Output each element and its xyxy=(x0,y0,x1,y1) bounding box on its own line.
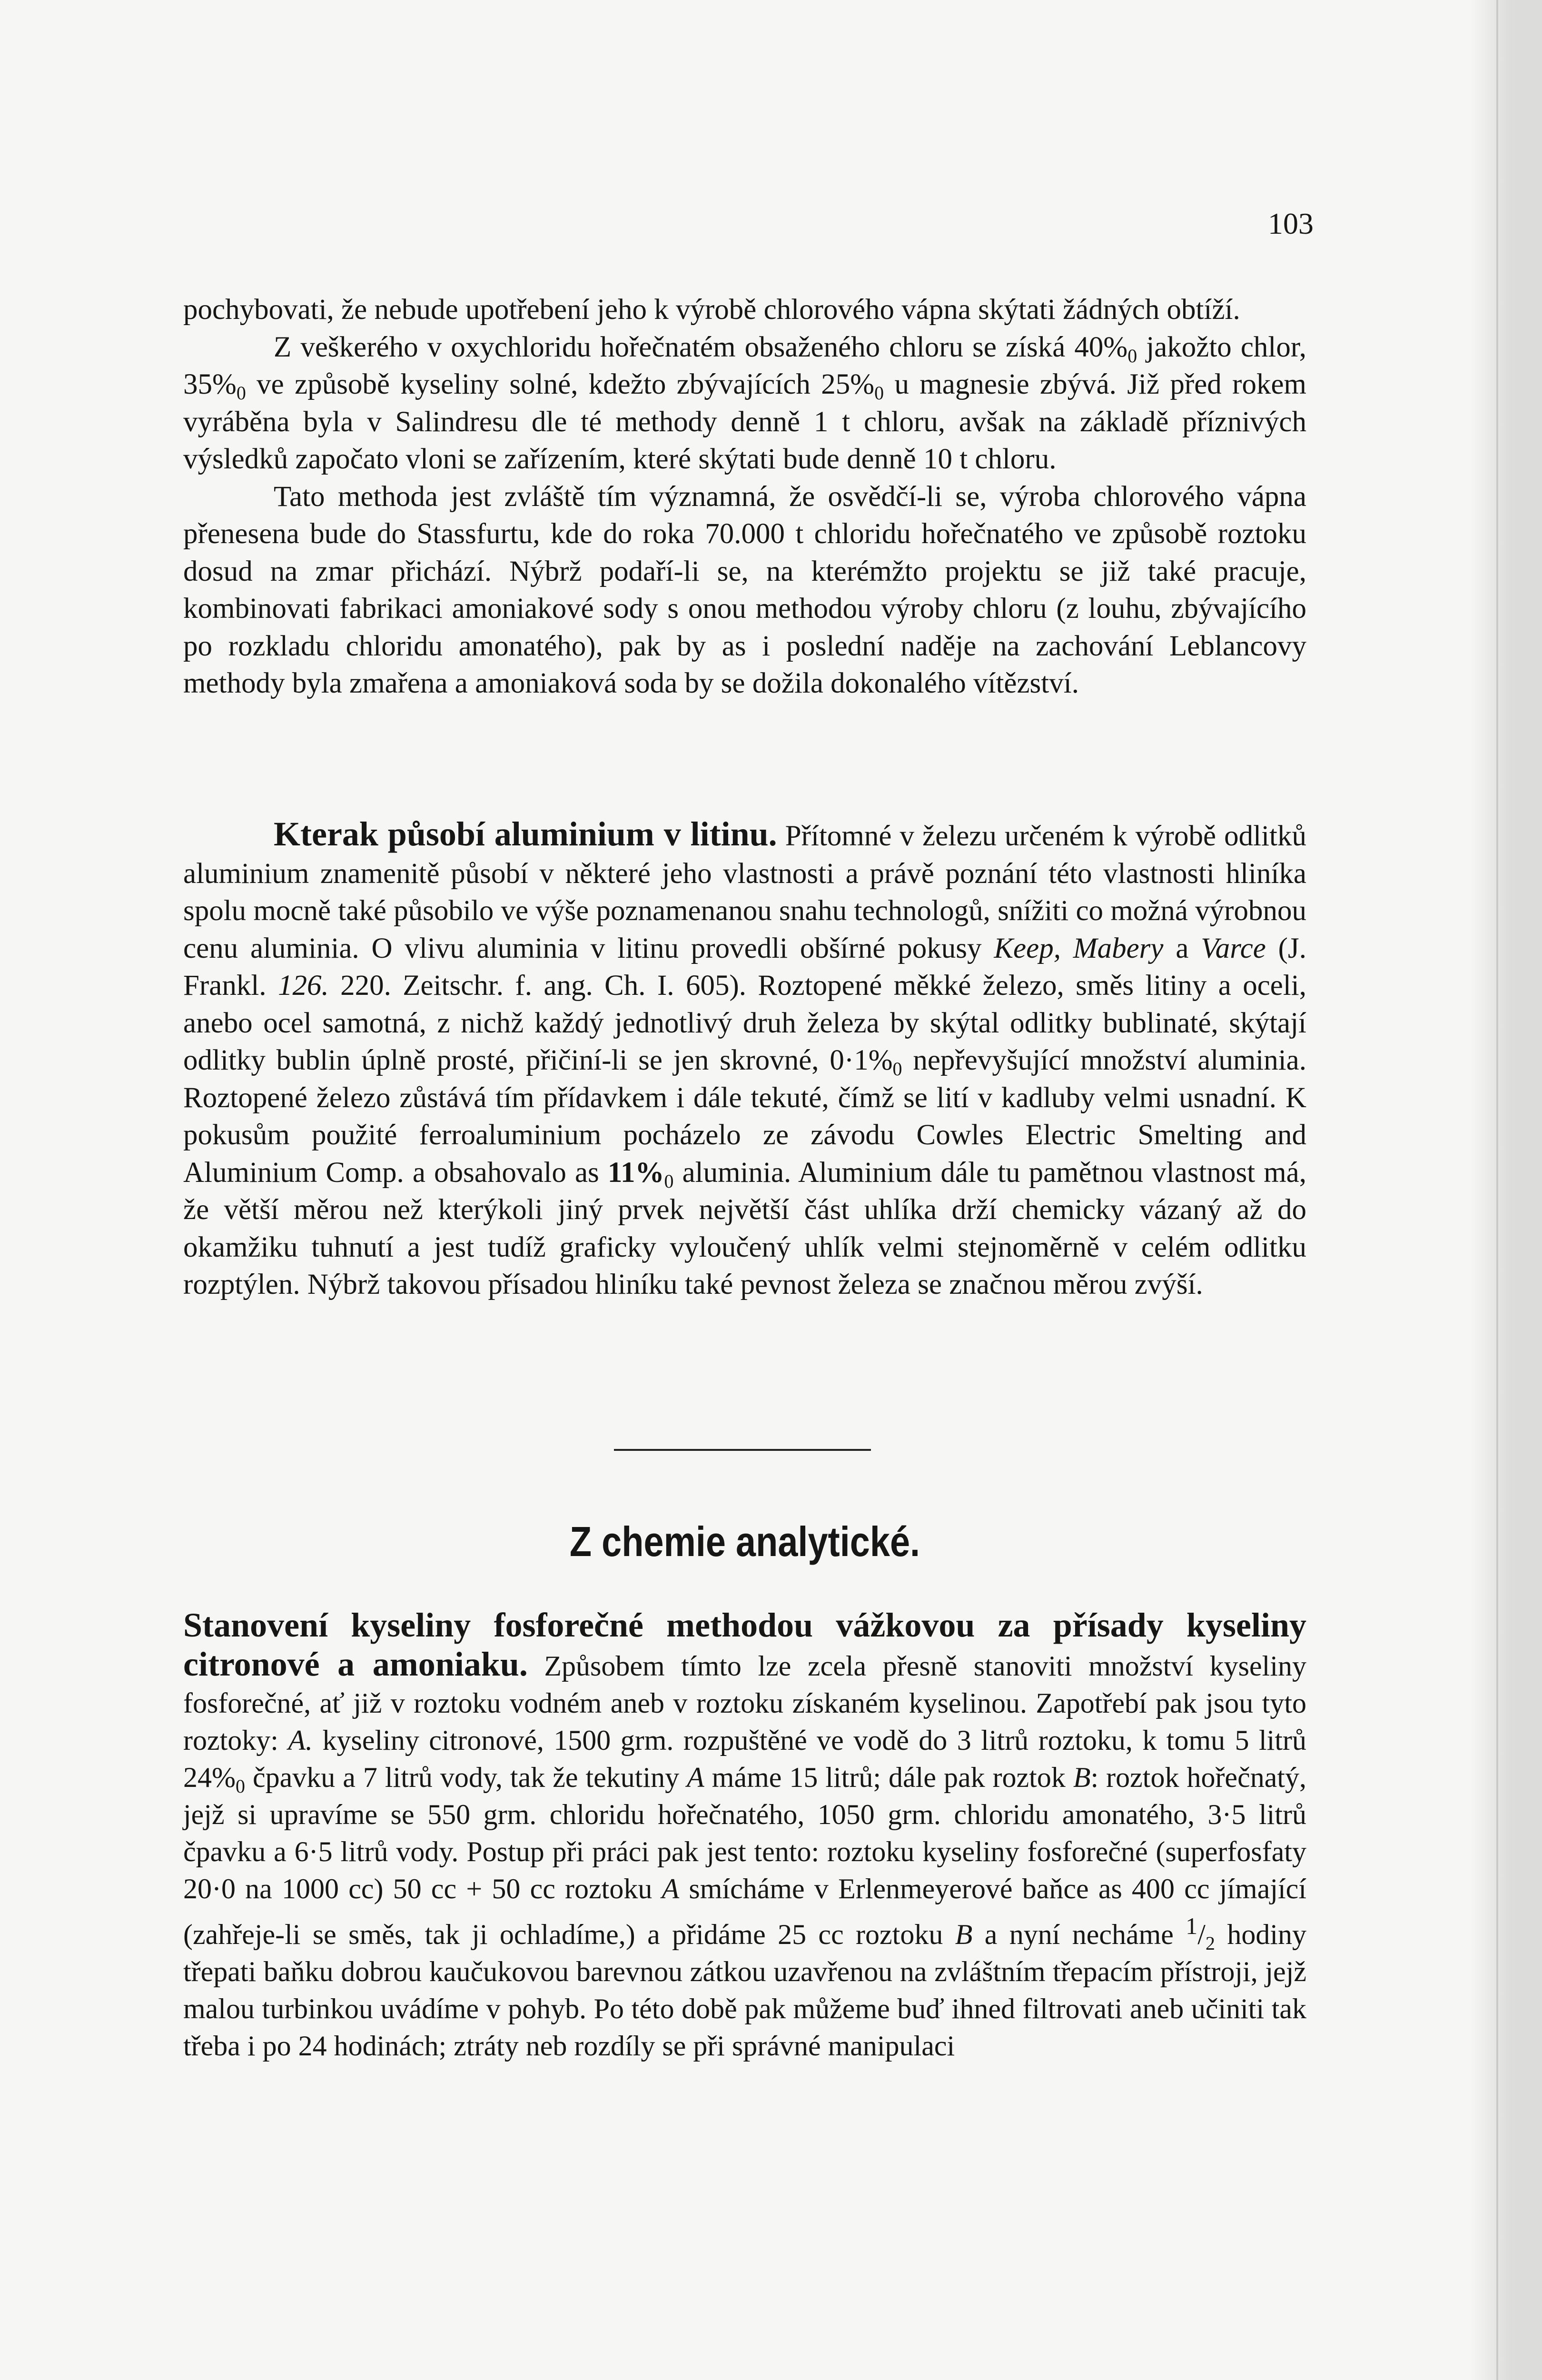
percent-subscript: 0 xyxy=(664,1170,674,1192)
percent-sign: % xyxy=(1103,331,1128,363)
text-run: kyseliny citronové, 1500 grm. rozpuštěné ve vodě do 3 litrů roztoku, k tomu 5 litrů 24 xyxy=(183,1725,1307,1793)
author-names: Keep, Mabery xyxy=(994,932,1164,964)
text-run: Přítomné v železu určeném k výrobě odlitků aluminium znamenitě působí v některé jeho vlastnosti a právě poznání této vlastnosti hliníka spolu mocně také působilo ve výše poznamenanou snahu technologů, snížiti co možná výrobnou cenu aluminia. O vlivu aluminia v litinu provedli obšírné pokusy xyxy=(183,820,1306,964)
solution-label: B xyxy=(955,1919,973,1950)
text-block-phosphoric-acid xyxy=(183,1606,1306,2064)
text-run: : roztok hořečnatý, jejž si upravíme se 550 grm. chloridu hořečnatého, 1050 grm. chloridu amonatého, 3·5 litrů čpavku a 6·5 litrů vody. Postup při práci pak jest tento: roztoku kyseliny fosforečné (superfosfaty 20·0 na 1000 cc) 50 cc + 50 cc roztoku xyxy=(183,1762,1306,1904)
fraction-denominator: 2 xyxy=(1205,1933,1215,1954)
text-run: aluminia. Aluminium dále tu pamětnou vlastnost má, že větší měrou než kterýkoli jiný prvek největší část uhlíka drží chemicky vázaný až do okamžiku tuhnutí a jest tudíž graficky vyloučený uhlík velmi stejnoměrně v celém odlitku rozptýlen. Nýbrž takovou přísadou hliníku také pevnost železa se značnou měrou zvýší. xyxy=(183,1156,1307,1300)
solution-label: A. xyxy=(288,1725,313,1756)
volume-number: 126. xyxy=(277,970,329,1002)
solution-label: A xyxy=(662,1873,680,1904)
text-run: u magnesie zbývá. Již před rokem vyráběna byla v Salindresu dle té methody denně 1 t chloru, avšak na základě příznivých výsledků započato vloni se zařízením, které skýtati bude denně 10 t chloru. xyxy=(183,368,1306,475)
text-run: Způsobem tímto lze zcela přesně stanoviti množství kyseliny fosforečné, ať již v roztoku vodném aneb v roztoku získaném kyselinou. Zapotřebí pak jsou tyto roztoky: xyxy=(183,1650,1306,1756)
scan-edge-line xyxy=(1496,0,1498,2380)
text-run: smícháme v Erlenmeyerové baňce as 400 cc jímající (zahřeje-li se směs, tak ji ochladíme,) a přidáme 25 cc roztoku xyxy=(183,1873,1306,1950)
section-divider xyxy=(614,1449,871,1451)
text-run: 220. Zeitschr. f. ang. Ch. I. 605). Roztopené měkké železo, směs litiny a oceli, anebo ocel samotná, z nichž každý jednotlivý druh železa by skýtal odlitky bublinaté, skýtají odlitky bublin úplně prosté, přičiní-li se jen skrovné, 0·1 xyxy=(183,970,1307,1076)
paragraph-text: pochybovati, že nebude upotřebení jeho k výrobě chlorového vápna skýtati žádných obtíží. xyxy=(183,294,1240,326)
text-run: a xyxy=(1163,932,1201,964)
author-name: Varce xyxy=(1201,932,1266,964)
text-run: hodiny třepati baňku dobrou kaučukovou barevnou zátkou uzavřenou na zvláštním třepacím přístroji, jejž malou turbinkou uvádíme v pohyb. Po této době pak můžeme buď ihned filtrovati aneb učiniti tak třeba i po 24 hodinách; ztráty neb rozdíly se při správné manipulaci xyxy=(183,1919,1306,2062)
text-block-aluminium xyxy=(183,815,1306,1304)
percent-sign: % xyxy=(212,1762,236,1793)
article-heading: Stanovení kyseliny fosforečné methodou vážkovou za přísady kyseliny citronové a amoniaku. xyxy=(183,1606,1306,1683)
paragraph-text: Tato methoda jest zvláště tím významná, že osvědčí-li se, výroba chlorového vápna přenesena bude do Stassfurtu, kde do roka 70.000 t chloridu hořečnatého ve způsobě roztoku dosud na zmar přichází. Nýbrž podaří-li se, na kterémžto projektu se již také pracuje, kombinovati fabrikaci amoniakové sody s onou methodou výroby chloru (z louhu, zbývajícího po rozkladu chloridu amonatého), pak by as i poslední naděje na zachování Leblancovy methody byla zmařena a amoniaková soda by se dožila dokonalého vítězství. xyxy=(183,480,1306,699)
text-run: Z veškerého v oxychloridu hořečnatém obsaženého chloru se získá 40 xyxy=(274,331,1104,363)
section-title: Z chemie analytické. xyxy=(569,1518,920,1565)
percent-sign: % xyxy=(212,368,237,400)
fraction-numerator: 1 xyxy=(1186,1913,1198,1939)
paragraph-phosphoric: Stanovení kyseliny fosforečné methodou vážkovou za přísady kyseliny citronové a amoniaku. Způsobem tímto lze zcela přesně stanoviti množství kyseliny fosforečné, ať již v roztoku vodném aneb v roztoku získaném kyselinou. Zapotřebí pak jsou tyto roztoky: A. kyseliny citronové, 1500 grm. rozpuštěné ve vodě do 3 litrů roztoku, k tomu 5 litrů $24\%_0$ čpavku a 7 litrů vody, tak že tekutiny A máme 15 litrů; dále pak roztok B: roztok hořečnatý, jejž si upravíme se 550 grm. chloridu hořečnatého, 1050 grm. chloridu amonatého, 3·5 litrů čpavku a 6·5 litrů vody. Postup při práci pak jest tento: roztoku kyseliny fosforečné (superfosfaty 20·0 na 1000 cc) 50 cc + 50 cc roztoku A smícháme v Erlenmeyerové baňce as 400 cc jímající (zahřeje-li se směs, tak ji ochladíme,) a přidáme 25 cc roztoku B a nyní necháme $^1/_2$ hodiny třepati baňku dobrou kaučukovou barevnou zátkou uzavřenou na zvláštním třepacím přístroji, jejž malou turbinkou uvádíme v pohyb. Po této době pak můžeme buď ihned filtrovati aneb učiniti tak třeba i po 24 hodinách; ztráty neb rozdíly se při správné manipulaci xyxy=(183,1606,1307,2062)
text-run: ve způsobě kyseliny solné, kdežto zbývajících 25 xyxy=(246,368,850,400)
percent-subscript: 0 xyxy=(892,1058,902,1080)
percent-value: 11 xyxy=(607,1156,635,1189)
paragraph-oxychloride xyxy=(183,329,1306,478)
paragraph-methoda xyxy=(183,478,1306,703)
page-number: 103 xyxy=(1268,207,1314,240)
text-run: a nyní necháme xyxy=(972,1919,1186,1950)
percent-subscript: 0 xyxy=(235,1775,245,1797)
article-heading: Kterak působí aluminium v litinu. xyxy=(274,815,777,853)
percent-subscript: 0 xyxy=(236,382,246,404)
text-run: (J. Frankl. xyxy=(183,932,1306,1002)
scan-edge-shadow xyxy=(1471,0,1542,2380)
text-block-chlorine xyxy=(183,291,1306,703)
solution-label: A xyxy=(687,1762,704,1793)
percent-subscript: 0 xyxy=(874,382,884,404)
percent-sign: % xyxy=(635,1156,664,1189)
percent-sign: % xyxy=(850,368,875,400)
text-run: máme 15 litrů; dále pak roztok xyxy=(704,1762,1073,1793)
text-run: nepřevyšující množství aluminia. Roztopené železo zůstává tím přídavkem i dále tekuté, čímž se lití v kadluby velmi usnadní. K pokusům použité ferroaluminium pocházelo ze závodu Cowles Electric Smelting and Aluminium Comp. a obsahovalo as xyxy=(183,1044,1306,1189)
paragraph-aluminium xyxy=(183,815,1306,1304)
paragraph-continuation xyxy=(183,291,1306,329)
text-run: čpavku a 7 litrů vody, tak že tekutiny xyxy=(245,1762,687,1793)
text-run: jakožto chlor, 35 xyxy=(183,331,1306,400)
solution-label: B xyxy=(1073,1762,1091,1793)
percent-subscript: 0 xyxy=(1127,345,1137,367)
percent-sign: % xyxy=(868,1044,893,1076)
